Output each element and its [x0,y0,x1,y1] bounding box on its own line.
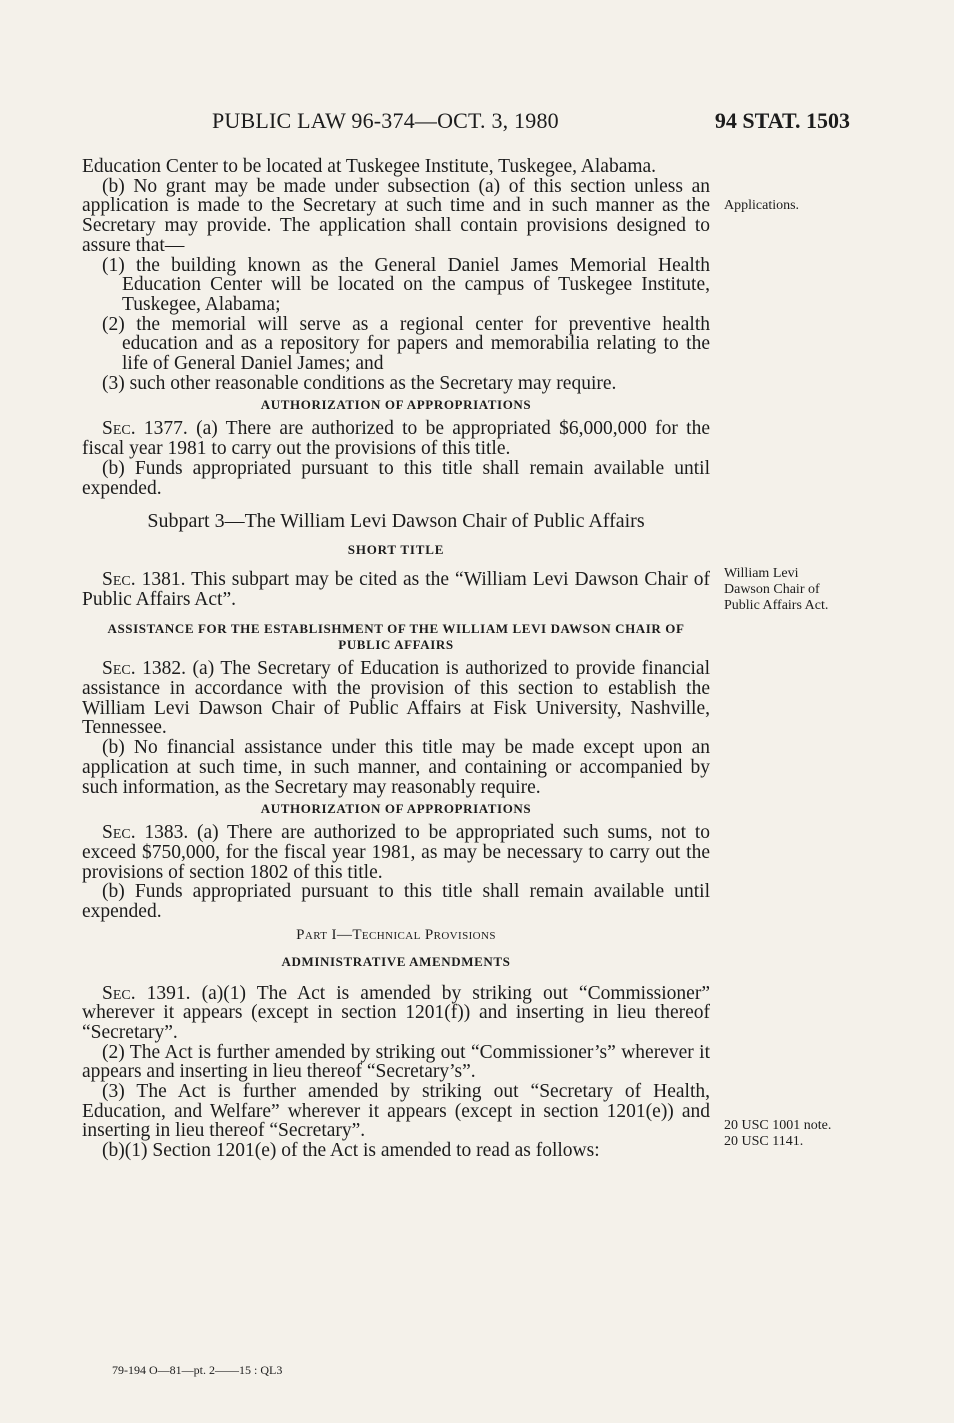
paragraph: (b)(1) Section 1201(e) of the Act is amended to read as follows: [102,1140,600,1162]
section-text: 1382. (a) The Secretary of Education is authorized to provide financial assistance in accordance with the provision of this section to establish the William Levi Dawson Chair of Public Affairs at Fisk University, Nashville, Tennessee. [82,658,710,739]
section-text: 1391. (a)(1) The Act is amended by striking out “Commissioner” wherever it appears (except in section 1201(f)) and inserting in lieu thereof “Secretary”. [82,982,710,1043]
paragraph: Education Center to be located at Tuskegee Institute, Tuskegee, Alabama. [82,156,657,177]
paragraph: (b) Funds appropriated pursuant to this title shall remain available until expended. [82,881,710,923]
section-heading: ADMINISTRATIVE AMENDMENTS [281,953,511,969]
paragraph: (b) Funds appropriated pursuant to this title shall remain available until expended. [82,457,710,499]
section-label: Sec. [102,982,136,1004]
margin-note-usc: 20 USC 1001 note. 20 USC 1141. [724,1118,832,1149]
section-text: 1383. (a) There are authorized to be appropriated such sums, not to exceed $750,000, for the fiscal year 1981, as may be necessary to carry out the provisions of section 1802 of this title. [82,822,710,883]
list-item: (2) the memorial will serve as a regional center for preventive health education and as a repository for papers and memorabilia relating to the life of General Daniel James; and [102,313,710,375]
section-text: 1377. (a) There are authorized to be appropriated $6,000,000 for the fiscal year 1981 to carry out the provisions of this title. [82,418,710,460]
margin-note-applications: Applications. [724,198,800,213]
paragraph: (b) No grant may be made under subsection (a) of this section unless an application is made to the Secretary at such time and in such manner as the Secretary may provide. The application shall contain provisions designed to assure that— [82,175,710,256]
list-item: (1) the building known as the General Daniel James Memorial Health Education Center will be located on the campus of Tuskegee Institute, Tuskegee, Alabama; [102,254,710,315]
section-1382 [82,659,710,738]
document-body [82,157,710,1161]
page-header [82,108,850,138]
section-label: Sec. [102,658,136,680]
section-label: Sec. [102,418,136,440]
paragraph: (2) The Act is further amended by striking out “Commissioner’s” wherever it appears and inserting in lieu thereof “Secretary’s”. [82,1041,710,1083]
section-1381 [82,570,710,609]
section-1391 [82,984,710,1043]
list-item: (3) such other reasonable conditions as the Secretary may require. [102,372,617,394]
paragraph: (3) The Act is further amended by striking out “Secretary of Health, Education, and Welfare” wherever it appears (except in section 1201(e)) and inserting in lieu thereof “Secretary”. [82,1081,710,1142]
section-1383 [82,823,710,882]
section-heading: AUTHORIZATION OF APPROPRIATIONS [260,801,532,817]
paragraph: (b) No financial assistance under this title may be made except upon an application at such time, in such manner, and containing or accompanied by such information, as the Secretary may reasonably require. [82,737,710,798]
section-label: Sec. [102,568,136,590]
section-heading: AUTHORIZATION OF APPROPRIATIONS [260,397,532,413]
subpart-heading: Subpart 3—The William Levi Dawson Chair of Public Affairs [147,510,645,533]
section-heading: SHORT TITLE [347,542,445,558]
margin-note-dawson-act: William Levi Dawson Chair of Public Affairs Act. [724,566,829,613]
page-title: PUBLIC LAW 96-374—OCT. 3, 1980 [212,108,559,133]
section-text: 1381. This subpart may be cited as the “William Levi Dawson Chair of Public Affairs Act”. [82,568,710,610]
statute-page-number: 94 STAT. 1503 [714,108,850,133]
part-heading: Part I—Technical Provisions [296,926,496,943]
section-heading: ASSISTANCE FOR THE ESTABLISHMENT OF THE WILLIAM LEVI DAWSON CHAIR OF PUBLIC AFFAIRS [107,621,685,653]
section-label: Sec. [102,822,136,844]
print-code-footer: 79-194 O—81—pt. 2——15 : QL3 [112,1363,283,1377]
section-1377 [82,419,710,458]
